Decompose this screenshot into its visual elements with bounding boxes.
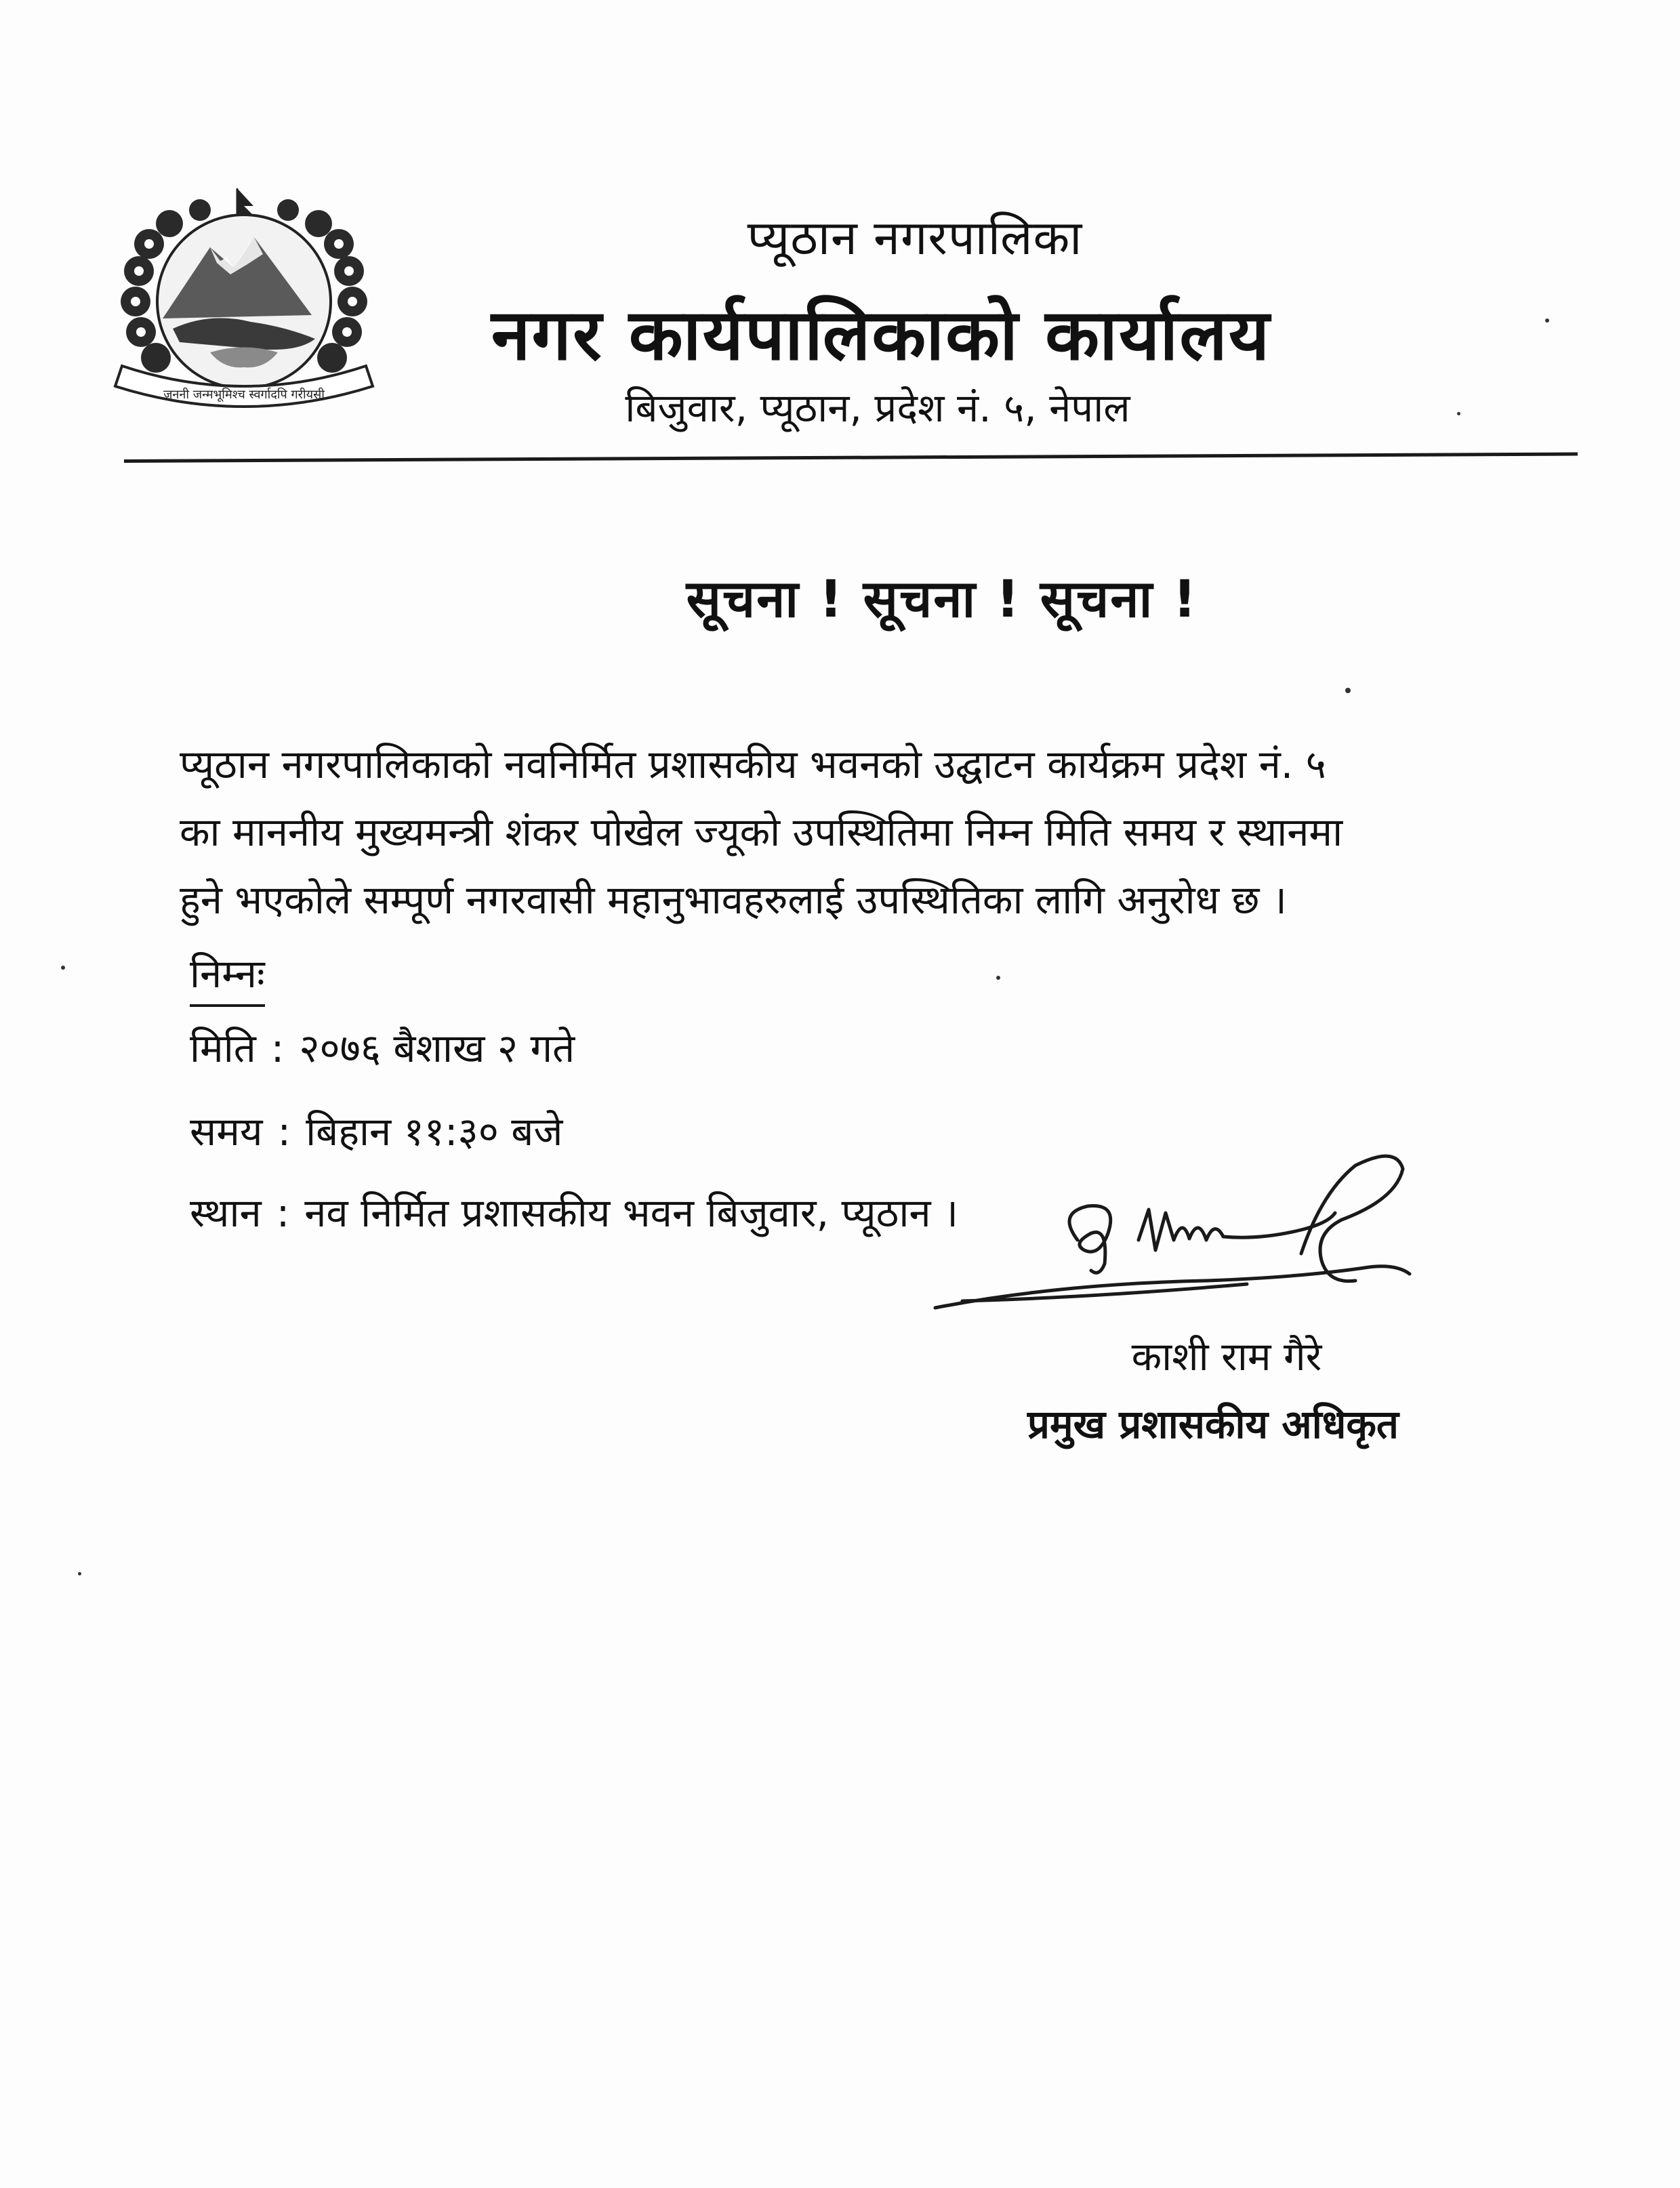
scan-speck (996, 976, 1000, 980)
notice-body-line: प्यूठान नगरपालिकाको नवनिर्मित प्रशासकीय भवनको उद्घाटन कार्यक्रम प्रदेश नं. ५ (180, 741, 1326, 787)
time-label: समय (190, 1109, 263, 1155)
scan-speck (1457, 412, 1460, 415)
signatory-name: काशी राम गैरे (1131, 1334, 1322, 1380)
place-value: नव निर्मित प्रशासकीय भवन बिजुवार, प्यूठान । (304, 1190, 958, 1236)
nepal-emblem-icon (108, 183, 380, 427)
details-label: निम्नः (190, 945, 265, 1007)
time-value: बिहान ११:३० बजे (306, 1109, 563, 1155)
office-address: बिजुवार, प्यूठान, प्रदेश नं. ५, नेपाल (625, 385, 1130, 431)
letterhead-divider (124, 453, 1578, 463)
date-value: २०७६ बैशाख २ गते (299, 1025, 575, 1071)
detail-time-row (190, 1103, 562, 1157)
date-label: मिति (190, 1025, 256, 1071)
place-label: स्थान (190, 1190, 262, 1236)
detail-place-row (190, 1184, 958, 1238)
svg-text:जननी जन्मभूमिश्च स्वर्गादपि गर: जननी जन्मभूमिश्च स्वर्गादपि गरीयसी (163, 388, 325, 402)
scan-speck (1345, 688, 1351, 693)
separator: : (277, 1109, 291, 1155)
notice-body-line: का माननीय मुख्यमन्त्री शंकर पोखेल ज्यूको उपस्थितिमा निम्न मिति समय र स्थानमा (180, 809, 1343, 855)
detail-date-row (190, 1020, 575, 1073)
municipality-name: प्यूठान नगरपालिका (747, 210, 1083, 266)
scan-speck (78, 1572, 81, 1575)
scan-speck (61, 966, 65, 970)
notice-heading: सूचना ! सूचना ! सूचना ! (686, 569, 1198, 629)
signatory-title: प्रमुख प्रशासकीय अधिकृत (1027, 1401, 1399, 1447)
separator: : (270, 1025, 285, 1071)
separator: : (276, 1190, 290, 1236)
scan-speck (1545, 318, 1549, 323)
notice-body-line: हुने भएकोले सम्पूर्ण नगरवासी महानुभावहरुलाई उपस्थितिका लागि अनुरोध छ । (180, 877, 1287, 923)
office-name: नगर कार्यपालिकाको कार्यालय (491, 293, 1271, 376)
notice-body (180, 730, 1569, 934)
